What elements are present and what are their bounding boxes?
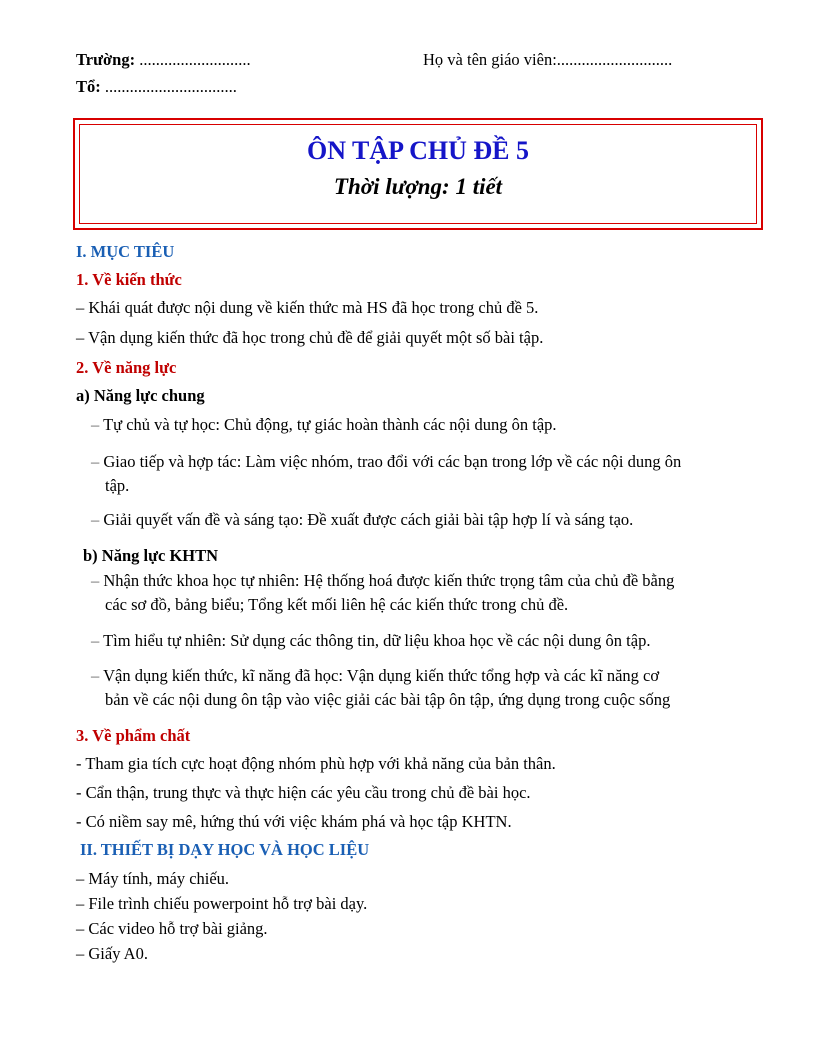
teacher-line: Họ và tên giáo viên:............................	[423, 50, 673, 69]
quality-item: - Có niềm say mê, hứng thú với việc khám phá và học tập KHTN.	[76, 812, 512, 831]
list-item: – Giải quyết vấn đề và sáng tạo: Đề xuất được cách giải bài tập hợp lí và sáng tạo.	[91, 510, 634, 529]
dash-bullet: –	[91, 415, 104, 434]
knowledge-heading: 1. Về kiến thức	[76, 270, 182, 289]
list-item: – Tự chủ và tự học: Chủ động, tự giác hoàn thành các nội dung ôn tập.	[91, 415, 557, 434]
school-dots: ...........................	[135, 50, 251, 69]
equipment-item: – Máy tính, máy chiếu.	[76, 869, 230, 888]
section-1-heading: I. MỤC TIÊU	[76, 242, 175, 261]
quality-item: - Cẩn thận, trung thực và thực hiện các yêu cầu trong chủ đề bài học.	[76, 783, 531, 802]
school-line	[76, 50, 251, 70]
dash-bullet: –	[91, 510, 104, 529]
equipment-item: – File trình chiếu powerpoint hỗ trợ bài dạy.	[76, 894, 368, 913]
knowledge-item: – Vận dụng kiến thức đã học trong chủ đề để giải quyết một số bài tập.	[76, 328, 544, 347]
knowledge-item: – Khái quát được nội dung về kiến thức mà HS đã học trong chủ đề 5.	[76, 298, 539, 317]
general-ability-heading: a) Năng lực chung	[76, 386, 205, 405]
dash-bullet: –	[91, 666, 104, 685]
dash-bullet: –	[91, 452, 104, 471]
page-subtitle: Thời lượng: 1 tiết	[333, 174, 503, 199]
list-item: – Nhận thức khoa học tự nhiên: Hệ thống hoá được kiến thức trọng tâm của chủ đề bằng	[91, 571, 675, 590]
list-item-continuation: các sơ đồ, bảng biểu; Tổng kết mối liên hệ các kiến thức trong chủ đề.	[105, 595, 569, 614]
page-title: ÔN TẬP CHỦ ĐỀ 5	[307, 136, 529, 165]
equipment-item: – Các video hỗ trợ bài giảng.	[76, 919, 268, 938]
dash-bullet: –	[91, 571, 104, 590]
khtn-ability-heading: b) Năng lực KHTN	[83, 546, 219, 565]
section-2-heading: II. THIẾT BỊ DẠY HỌC VÀ HỌC LIỆU	[80, 840, 370, 859]
group-label: Tổ:	[76, 77, 101, 96]
group-line	[76, 77, 237, 97]
list-item: – Vận dụng kiến thức, kĩ năng đã học: Vận dụng kiến thức tổng hợp và các kĩ năng cơ	[91, 666, 660, 685]
ability-heading: 2. Về năng lực	[76, 358, 177, 377]
group-dots: ................................	[100, 77, 237, 96]
equipment-item: – Giấy A0.	[76, 944, 148, 963]
school-label: Trường:	[76, 50, 136, 69]
quality-heading: 3. Về phẩm chất	[76, 726, 191, 745]
list-item-continuation: bản về các nội dung ôn tập vào việc giải các bài tập ôn tập, ứng dụng trong cuộc sống	[105, 690, 671, 709]
list-item: – Giao tiếp và hợp tác: Làm việc nhóm, trao đổi với các bạn trong lớp về các nội dung ôn	[91, 452, 682, 471]
quality-item: - Tham gia tích cực hoạt động nhóm phù hợp với khả năng của bản thân.	[76, 754, 556, 773]
dash-bullet: –	[91, 631, 104, 650]
list-item: – Tìm hiểu tự nhiên: Sử dụng các thông tin, dữ liệu khoa học về các nội dung ôn tập.	[91, 631, 651, 650]
list-item-continuation: tập.	[105, 476, 130, 495]
title-frame	[73, 118, 763, 230]
